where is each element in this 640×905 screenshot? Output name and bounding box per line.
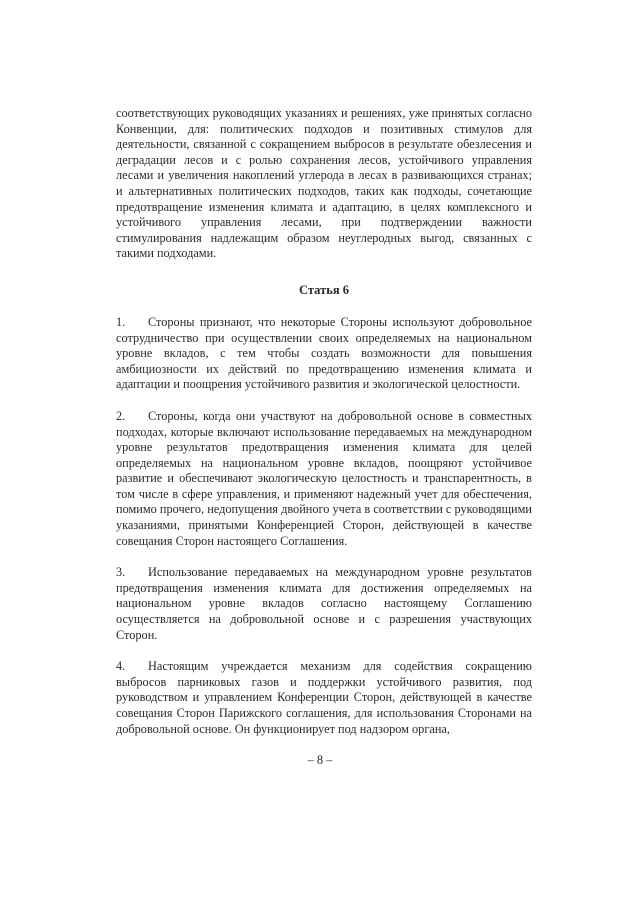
article-paragraph-4 [116,659,532,737]
paragraph-text: Настоящим учреждается механизм для содействия сокращению выбросов парниковых газов и поддержки устойчивого развития, под руководством и управлением Конференции Сторон, действующей в качестве совещания Сторон Парижского соглашения, для использования Сторонами на добровольной основе. Он функционирует под надзором органа, [116,659,532,736]
paragraph-number: 4. [116,659,126,674]
article-paragraph-3 [116,565,532,643]
paragraph-number: 1. [116,314,126,329]
paragraph-text: Стороны признают, что некоторые Стороны используют добровольное сотрудничество при осуществлении своих определяемых на национальном уровне вкладов, с тем чтобы создать возможности для повышения амбициозности их действий по предотвращению изменения климата и адаптации и поощрения устойчивого развития и экологической целостности. [116,314,532,392]
paragraph-text: Использование передаваемых на международном уровне результатов предотвращения изменения климата для достижения определяемых на национальном уровне вкладов согласно настоящему Соглашению осуществляется на добровольной основе и с разрешения участвующих Сторон. [116,565,532,642]
document-page [116,106,532,737]
article-paragraph-2 [116,409,532,549]
page-number: – 8 – [307,753,333,767]
paragraph-text: Стороны, когда они участвуют на добровольной основе в совместных подходах, которые включают использование передаваемых на международном уровне результатов предотвращения изменения климата для целей определяемых на национальном уровне вкладов, поощряют устойчивое развитие и обеспечивают экологическую целостность и транспарентность, в том числе в сфере управления, и применяют надежный учет для обеспечения, помимо прочего, недопущения двойного учета в соответствии с руководящими указаниями, принятыми Конференцией Сторон, действующей в качестве совещания Сторон настоящего Соглашения. [116,408,532,548]
paragraph-number: 3. [116,565,126,580]
article-title: Статья 6 [299,282,349,297]
article-paragraph-1 [116,315,532,393]
continuation-paragraph: соответствующих руководящих указаниях и решениях, уже принятых согласно Конвенции, для: политических подходов и позитивных стимулов для деятельности, связанной с сокращением выбросов в результате обезлесения и деградации лесов и с ролью сохранения лесов, устойчивого управления лесами и увеличения накоплений углерода в лесах в развивающихся странах; и альтернативных политических подходов, таких как подходы, сочетающие предотвращение изменения климата и адаптацию, в целях комплексного и устойчивого управления лесами, при подтверждении важности стимулирования надлежащим образом неуглеродных выгод, связанных с такими подходами. [116,106,532,261]
paragraph-number: 2. [116,408,126,423]
